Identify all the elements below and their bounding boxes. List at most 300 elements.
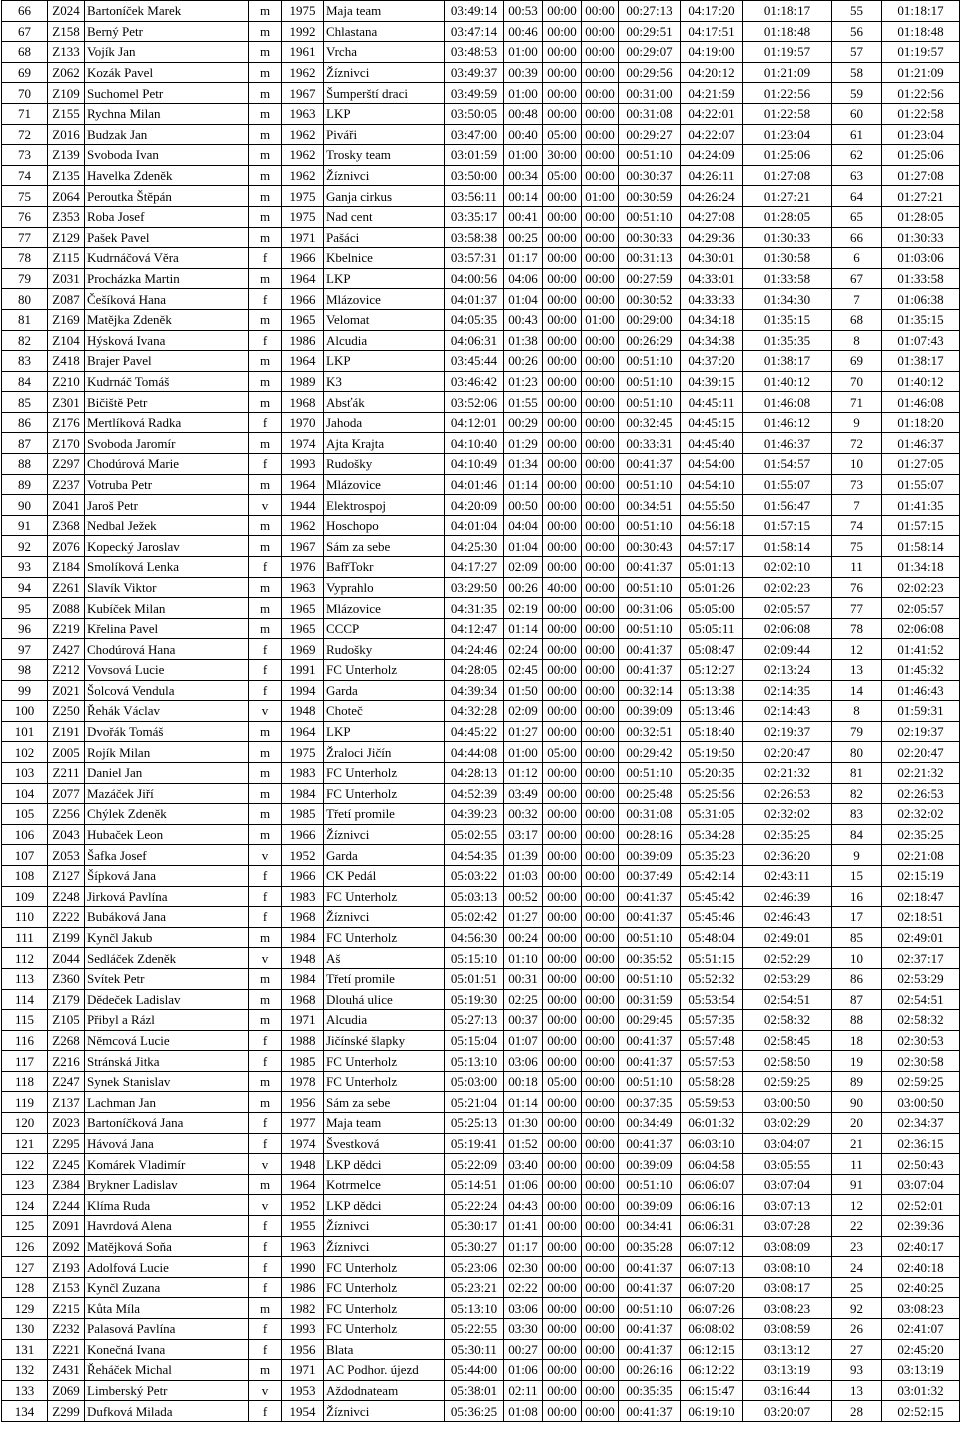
cell-penalty-1: 00:00 bbox=[543, 845, 582, 866]
cell-total-time: 06:06:31 bbox=[681, 1216, 743, 1237]
cell-category: v bbox=[249, 495, 282, 516]
cell-penalty-2: 00:00 bbox=[582, 392, 619, 413]
cell-category-gap: 02:50:43 bbox=[882, 1154, 960, 1175]
cell-gap: 01:46:12 bbox=[743, 412, 832, 433]
cell-penalty-1: 00:00 bbox=[543, 1174, 582, 1195]
cell-time-3: 00:41:37 bbox=[619, 1339, 681, 1360]
cell-time-3: 00:31:13 bbox=[619, 248, 681, 269]
cell-gap: 01:30:33 bbox=[743, 227, 832, 248]
cell-penalty-2: 00:00 bbox=[582, 1380, 619, 1401]
cell-start-number: Z199 bbox=[48, 927, 85, 948]
cell-category-rank: 9 bbox=[832, 412, 882, 433]
cell-category-gap: 01:25:06 bbox=[882, 145, 960, 166]
table-row bbox=[2, 824, 960, 845]
table-row bbox=[2, 721, 960, 742]
cell-penalty-1: 00:00 bbox=[543, 454, 582, 475]
cell-category-rank: 72 bbox=[832, 433, 882, 454]
table-row bbox=[2, 371, 960, 392]
cell-rank: 79 bbox=[2, 268, 48, 289]
cell-team: Třetí promile bbox=[324, 804, 445, 825]
cell-category-gap: 01:23:04 bbox=[882, 124, 960, 145]
cell-gap: 01:18:48 bbox=[743, 21, 832, 42]
cell-time-2: 02:11 bbox=[504, 1380, 543, 1401]
table-row bbox=[2, 1319, 960, 1340]
table-row bbox=[2, 186, 960, 207]
table-row bbox=[2, 948, 960, 969]
cell-penalty-1: 00:00 bbox=[543, 1257, 582, 1278]
cell-team: K3 bbox=[324, 371, 445, 392]
cell-time-1: 04:39:23 bbox=[445, 804, 504, 825]
cell-time-3: 00:30:52 bbox=[619, 289, 681, 310]
cell-category-gap: 02:39:36 bbox=[882, 1216, 960, 1237]
table-row bbox=[2, 1071, 960, 1092]
cell-category: m bbox=[249, 1, 282, 22]
cell-name: Havelka Zdeněk bbox=[85, 165, 249, 186]
cell-total-time: 04:45:15 bbox=[681, 412, 743, 433]
table-row bbox=[2, 227, 960, 248]
cell-category: m bbox=[249, 762, 282, 783]
cell-category: m bbox=[249, 186, 282, 207]
cell-category-gap: 01:41:52 bbox=[882, 639, 960, 660]
cell-time-3: 00:51:10 bbox=[619, 927, 681, 948]
cell-total-time: 05:25:56 bbox=[681, 783, 743, 804]
cell-category: f bbox=[249, 1257, 282, 1278]
cell-team: Alcudia bbox=[324, 1010, 445, 1031]
cell-time-2: 00:43 bbox=[504, 309, 543, 330]
cell-gap: 01:35:35 bbox=[743, 330, 832, 351]
cell-start-number: Z053 bbox=[48, 845, 85, 866]
cell-team: Trosky team bbox=[324, 145, 445, 166]
cell-total-time: 05:19:50 bbox=[681, 742, 743, 763]
cell-birth-year: 1948 bbox=[282, 948, 324, 969]
cell-penalty-2: 00:00 bbox=[582, 515, 619, 536]
cell-category-rank: 85 bbox=[832, 927, 882, 948]
cell-category-gap: 02:35:25 bbox=[882, 824, 960, 845]
cell-time-2: 02:09 bbox=[504, 557, 543, 578]
cell-time-1: 03:46:42 bbox=[445, 371, 504, 392]
cell-start-number: Z139 bbox=[48, 145, 85, 166]
cell-category-gap: 01:07:43 bbox=[882, 330, 960, 351]
cell-time-1: 04:54:35 bbox=[445, 845, 504, 866]
cell-time-3: 00:32:51 bbox=[619, 721, 681, 742]
cell-birth-year: 1975 bbox=[282, 742, 324, 763]
cell-penalty-1: 00:00 bbox=[543, 1, 582, 22]
cell-total-time: 04:26:24 bbox=[681, 186, 743, 207]
cell-time-3: 00:29:56 bbox=[619, 62, 681, 83]
cell-category-rank: 16 bbox=[832, 886, 882, 907]
cell-penalty-2: 00:00 bbox=[582, 248, 619, 269]
cell-gap: 02:58:45 bbox=[743, 1030, 832, 1051]
cell-time-2: 01:03 bbox=[504, 865, 543, 886]
cell-total-time: 05:05:00 bbox=[681, 598, 743, 619]
cell-penalty-2: 00:00 bbox=[582, 351, 619, 372]
cell-birth-year: 1952 bbox=[282, 845, 324, 866]
cell-rank: 76 bbox=[2, 206, 48, 227]
cell-category: m bbox=[249, 618, 282, 639]
cell-birth-year: 1983 bbox=[282, 762, 324, 783]
cell-name: Jirková Pavlína bbox=[85, 886, 249, 907]
cell-time-2: 00:31 bbox=[504, 968, 543, 989]
cell-time-2: 03:40 bbox=[504, 1154, 543, 1175]
cell-rank: 117 bbox=[2, 1051, 48, 1072]
cell-rank: 131 bbox=[2, 1339, 48, 1360]
cell-category: m bbox=[249, 721, 282, 742]
cell-start-number: Z109 bbox=[48, 83, 85, 104]
cell-birth-year: 1963 bbox=[282, 577, 324, 598]
cell-category-rank: 12 bbox=[832, 639, 882, 660]
cell-rank: 112 bbox=[2, 948, 48, 969]
cell-rank: 98 bbox=[2, 660, 48, 681]
cell-time-2: 00:53 bbox=[504, 1, 543, 22]
cell-penalty-2: 00:00 bbox=[582, 701, 619, 722]
cell-time-3: 00:29:45 bbox=[619, 1010, 681, 1031]
table-row bbox=[2, 742, 960, 763]
cell-rank: 78 bbox=[2, 248, 48, 269]
cell-time-1: 05:15:10 bbox=[445, 948, 504, 969]
cell-gap: 01:33:58 bbox=[743, 268, 832, 289]
cell-name: Rychna Milan bbox=[85, 103, 249, 124]
cell-time-2: 02:45 bbox=[504, 660, 543, 681]
cell-category-rank: 86 bbox=[832, 968, 882, 989]
cell-rank: 86 bbox=[2, 412, 48, 433]
cell-time-2: 00:40 bbox=[504, 124, 543, 145]
cell-team: LKP bbox=[324, 268, 445, 289]
table-row bbox=[2, 660, 960, 681]
cell-time-1: 05:44:00 bbox=[445, 1360, 504, 1381]
cell-penalty-1: 00:00 bbox=[543, 824, 582, 845]
cell-time-3: 00:41:37 bbox=[619, 1133, 681, 1154]
cell-time-1: 04:06:31 bbox=[445, 330, 504, 351]
cell-time-1: 04:24:46 bbox=[445, 639, 504, 660]
cell-start-number: Z244 bbox=[48, 1195, 85, 1216]
cell-category-gap: 01:46:43 bbox=[882, 680, 960, 701]
cell-category: m bbox=[249, 1071, 282, 1092]
cell-birth-year: 1989 bbox=[282, 371, 324, 392]
cell-time-2: 01:41 bbox=[504, 1216, 543, 1237]
cell-gap: 02:02:23 bbox=[743, 577, 832, 598]
cell-start-number: Z044 bbox=[48, 948, 85, 969]
cell-name: Šolcová Vendula bbox=[85, 680, 249, 701]
cell-time-2: 00:14 bbox=[504, 186, 543, 207]
cell-category-gap: 02:34:37 bbox=[882, 1113, 960, 1134]
cell-rank: 111 bbox=[2, 927, 48, 948]
cell-time-3: 00:34:49 bbox=[619, 1113, 681, 1134]
cell-time-3: 00:35:52 bbox=[619, 948, 681, 969]
cell-birth-year: 1982 bbox=[282, 1298, 324, 1319]
cell-penalty-2: 00:00 bbox=[582, 824, 619, 845]
cell-category-rank: 80 bbox=[832, 742, 882, 763]
cell-category-rank: 58 bbox=[832, 62, 882, 83]
cell-birth-year: 1948 bbox=[282, 701, 324, 722]
cell-category-rank: 78 bbox=[832, 618, 882, 639]
cell-start-number: Z135 bbox=[48, 165, 85, 186]
cell-time-1: 05:19:41 bbox=[445, 1133, 504, 1154]
cell-team: Aš bbox=[324, 948, 445, 969]
table-row bbox=[2, 989, 960, 1010]
cell-category: m bbox=[249, 83, 282, 104]
cell-penalty-2: 00:00 bbox=[582, 42, 619, 63]
cell-category-rank: 8 bbox=[832, 330, 882, 351]
cell-penalty-1: 00:00 bbox=[543, 1380, 582, 1401]
table-row bbox=[2, 1051, 960, 1072]
cell-birth-year: 1984 bbox=[282, 968, 324, 989]
cell-category-rank: 56 bbox=[832, 21, 882, 42]
table-row bbox=[2, 392, 960, 413]
cell-total-time: 04:26:11 bbox=[681, 165, 743, 186]
cell-penalty-1: 00:00 bbox=[543, 42, 582, 63]
cell-penalty-1: 00:00 bbox=[543, 1277, 582, 1298]
cell-start-number: Z295 bbox=[48, 1133, 85, 1154]
cell-start-number: Z248 bbox=[48, 886, 85, 907]
table-row bbox=[2, 701, 960, 722]
cell-penalty-1: 00:00 bbox=[543, 1133, 582, 1154]
cell-gap: 02:52:29 bbox=[743, 948, 832, 969]
cell-gap: 01:28:05 bbox=[743, 206, 832, 227]
cell-total-time: 05:57:35 bbox=[681, 1010, 743, 1031]
cell-time-3: 00:27:13 bbox=[619, 1, 681, 22]
cell-time-1: 03:57:31 bbox=[445, 248, 504, 269]
cell-category-rank: 10 bbox=[832, 454, 882, 475]
results-table bbox=[1, 0, 960, 1422]
cell-penalty-1: 00:00 bbox=[543, 1154, 582, 1175]
cell-team: Sám za sebe bbox=[324, 536, 445, 557]
cell-name: Komárek Vladimír bbox=[85, 1154, 249, 1175]
cell-category: m bbox=[249, 21, 282, 42]
cell-category-gap: 01:34:18 bbox=[882, 557, 960, 578]
cell-penalty-1: 00:00 bbox=[543, 1236, 582, 1257]
cell-total-time: 04:45:40 bbox=[681, 433, 743, 454]
cell-gap: 02:06:08 bbox=[743, 618, 832, 639]
cell-category: v bbox=[249, 1195, 282, 1216]
cell-category: f bbox=[249, 1216, 282, 1237]
cell-team: Třetí promile bbox=[324, 968, 445, 989]
cell-rank: 126 bbox=[2, 1236, 48, 1257]
cell-name: Kopecký Jaroslav bbox=[85, 536, 249, 557]
cell-gap: 02:32:02 bbox=[743, 804, 832, 825]
cell-category-gap: 01:18:17 bbox=[882, 1, 960, 22]
cell-birth-year: 1990 bbox=[282, 1257, 324, 1278]
cell-name: Matějka Zdeněk bbox=[85, 309, 249, 330]
cell-penalty-2: 00:00 bbox=[582, 948, 619, 969]
cell-category: m bbox=[249, 392, 282, 413]
cell-gap: 02:09:44 bbox=[743, 639, 832, 660]
cell-category-gap: 02:30:58 bbox=[882, 1051, 960, 1072]
cell-category-gap: 02:53:29 bbox=[882, 968, 960, 989]
cell-time-3: 00:39:09 bbox=[619, 845, 681, 866]
cell-team: LKP bbox=[324, 103, 445, 124]
cell-time-3: 00:41:37 bbox=[619, 454, 681, 475]
cell-rank: 84 bbox=[2, 371, 48, 392]
cell-total-time: 06:15:47 bbox=[681, 1380, 743, 1401]
cell-category: f bbox=[249, 1030, 282, 1051]
cell-rank: 95 bbox=[2, 598, 48, 619]
cell-category: f bbox=[249, 660, 282, 681]
cell-total-time: 06:07:20 bbox=[681, 1277, 743, 1298]
cell-total-time: 05:59:53 bbox=[681, 1092, 743, 1113]
cell-team: Kbelnice bbox=[324, 248, 445, 269]
cell-name: Dufková Milada bbox=[85, 1401, 249, 1422]
cell-start-number: Z247 bbox=[48, 1071, 85, 1092]
cell-time-2: 01:00 bbox=[504, 742, 543, 763]
cell-penalty-1: 00:00 bbox=[543, 1339, 582, 1360]
cell-rank: 97 bbox=[2, 639, 48, 660]
cell-time-3: 00:41:37 bbox=[619, 1401, 681, 1422]
cell-category-rank: 74 bbox=[832, 515, 882, 536]
cell-category: f bbox=[249, 1133, 282, 1154]
cell-total-time: 04:39:15 bbox=[681, 371, 743, 392]
cell-team: FC Unterholz bbox=[324, 927, 445, 948]
cell-category: m bbox=[249, 474, 282, 495]
cell-penalty-2: 00:00 bbox=[582, 680, 619, 701]
cell-gap: 03:07:28 bbox=[743, 1216, 832, 1237]
table-row bbox=[2, 495, 960, 516]
cell-time-1: 04:10:49 bbox=[445, 454, 504, 475]
cell-time-1: 04:05:35 bbox=[445, 309, 504, 330]
cell-penalty-2: 00:00 bbox=[582, 1113, 619, 1134]
cell-category-gap: 01:41:35 bbox=[882, 495, 960, 516]
cell-total-time: 04:33:01 bbox=[681, 268, 743, 289]
cell-category: m bbox=[249, 351, 282, 372]
cell-time-3: 00:25:48 bbox=[619, 783, 681, 804]
cell-penalty-1: 00:00 bbox=[543, 474, 582, 495]
table-row bbox=[2, 206, 960, 227]
cell-time-2: 00:26 bbox=[504, 351, 543, 372]
table-row bbox=[2, 1010, 960, 1031]
cell-birth-year: 1975 bbox=[282, 186, 324, 207]
cell-name: Chodúrová Marie bbox=[85, 454, 249, 475]
cell-penalty-1: 00:00 bbox=[543, 927, 582, 948]
cell-total-time: 04:30:01 bbox=[681, 248, 743, 269]
cell-category-rank: 61 bbox=[832, 124, 882, 145]
cell-birth-year: 1976 bbox=[282, 557, 324, 578]
cell-penalty-2: 00:00 bbox=[582, 660, 619, 681]
cell-total-time: 05:53:54 bbox=[681, 989, 743, 1010]
cell-gap: 03:13:19 bbox=[743, 1360, 832, 1381]
cell-total-time: 06:07:12 bbox=[681, 1236, 743, 1257]
cell-gap: 01:40:12 bbox=[743, 371, 832, 392]
cell-gap: 03:08:09 bbox=[743, 1236, 832, 1257]
cell-team: Nad cent bbox=[324, 206, 445, 227]
cell-time-3: 00:51:10 bbox=[619, 351, 681, 372]
cell-category-rank: 11 bbox=[832, 557, 882, 578]
cell-category-gap: 01:21:09 bbox=[882, 62, 960, 83]
table-row bbox=[2, 1030, 960, 1051]
cell-category: m bbox=[249, 165, 282, 186]
table-row bbox=[2, 1216, 960, 1237]
cell-birth-year: 1969 bbox=[282, 639, 324, 660]
cell-penalty-2: 00:00 bbox=[582, 1174, 619, 1195]
table-row bbox=[2, 515, 960, 536]
cell-birth-year: 1964 bbox=[282, 1174, 324, 1195]
cell-category-rank: 10 bbox=[832, 948, 882, 969]
cell-time-3: 00:30:59 bbox=[619, 186, 681, 207]
cell-category-gap: 01:06:38 bbox=[882, 289, 960, 310]
cell-time-1: 05:30:27 bbox=[445, 1236, 504, 1257]
cell-gap: 02:21:32 bbox=[743, 762, 832, 783]
cell-penalty-2: 00:00 bbox=[582, 1236, 619, 1257]
cell-birth-year: 1953 bbox=[282, 1380, 324, 1401]
cell-gap: 02:36:20 bbox=[743, 845, 832, 866]
cell-team: Choteč bbox=[324, 701, 445, 722]
cell-penalty-2: 00:00 bbox=[582, 1030, 619, 1051]
cell-rank: 104 bbox=[2, 783, 48, 804]
table-row bbox=[2, 1195, 960, 1216]
cell-gap: 01:25:06 bbox=[743, 145, 832, 166]
cell-time-1: 05:27:13 bbox=[445, 1010, 504, 1031]
cell-name: Bubáková Jana bbox=[85, 907, 249, 928]
cell-name: Nedbal Ježek bbox=[85, 515, 249, 536]
cell-category-rank: 26 bbox=[832, 1319, 882, 1340]
cell-category-gap: 02:59:25 bbox=[882, 1071, 960, 1092]
cell-rank: 133 bbox=[2, 1380, 48, 1401]
cell-team: FC Unterholz bbox=[324, 1277, 445, 1298]
cell-category-rank: 65 bbox=[832, 206, 882, 227]
cell-penalty-1: 00:00 bbox=[543, 989, 582, 1010]
cell-time-3: 00:31:06 bbox=[619, 598, 681, 619]
cell-category-gap: 03:08:23 bbox=[882, 1298, 960, 1319]
cell-team: Maja team bbox=[324, 1113, 445, 1134]
cell-team: Blata bbox=[324, 1339, 445, 1360]
cell-category-rank: 11 bbox=[832, 1154, 882, 1175]
cell-penalty-1: 00:00 bbox=[543, 680, 582, 701]
cell-category: f bbox=[249, 412, 282, 433]
cell-time-2: 01:30 bbox=[504, 1113, 543, 1134]
cell-time-2: 00:41 bbox=[504, 206, 543, 227]
cell-time-1: 03:47:14 bbox=[445, 21, 504, 42]
cell-category-gap: 03:13:19 bbox=[882, 1360, 960, 1381]
cell-start-number: Z216 bbox=[48, 1051, 85, 1072]
cell-penalty-1: 00:00 bbox=[543, 392, 582, 413]
cell-total-time: 04:17:51 bbox=[681, 21, 743, 42]
cell-start-number: Z024 bbox=[48, 1, 85, 22]
cell-name: Kůta Míla bbox=[85, 1298, 249, 1319]
cell-category-gap: 01:22:58 bbox=[882, 103, 960, 124]
cell-time-3: 00:39:09 bbox=[619, 701, 681, 722]
cell-gap: 02:43:11 bbox=[743, 865, 832, 886]
cell-time-1: 03:45:44 bbox=[445, 351, 504, 372]
cell-total-time: 05:01:13 bbox=[681, 557, 743, 578]
cell-rank: 69 bbox=[2, 62, 48, 83]
cell-name: Bartoníček Marek bbox=[85, 1, 249, 22]
cell-total-time: 06:12:22 bbox=[681, 1360, 743, 1381]
cell-gap: 01:35:15 bbox=[743, 309, 832, 330]
cell-category-gap: 02:37:17 bbox=[882, 948, 960, 969]
cell-team: Aždodnateam bbox=[324, 1380, 445, 1401]
cell-birth-year: 1992 bbox=[282, 21, 324, 42]
cell-category-gap: 01:46:37 bbox=[882, 433, 960, 454]
cell-category-rank: 75 bbox=[832, 536, 882, 557]
cell-time-2: 00:37 bbox=[504, 1010, 543, 1031]
cell-penalty-1: 00:00 bbox=[543, 886, 582, 907]
cell-total-time: 05:42:14 bbox=[681, 865, 743, 886]
cell-penalty-1: 00:00 bbox=[543, 701, 582, 722]
cell-time-1: 05:14:51 bbox=[445, 1174, 504, 1195]
table-row bbox=[2, 1298, 960, 1319]
cell-time-1: 05:23:21 bbox=[445, 1277, 504, 1298]
cell-team: FC Unterholz bbox=[324, 886, 445, 907]
cell-team: Vyprahlo bbox=[324, 577, 445, 598]
cell-time-2: 01:23 bbox=[504, 371, 543, 392]
cell-category: f bbox=[249, 907, 282, 928]
cell-start-number: Z191 bbox=[48, 721, 85, 742]
cell-rank: 106 bbox=[2, 824, 48, 845]
table-row bbox=[2, 454, 960, 475]
cell-penalty-1: 00:00 bbox=[543, 495, 582, 516]
cell-category-gap: 01:35:15 bbox=[882, 309, 960, 330]
cell-name: Dědeček Ladislav bbox=[85, 989, 249, 1010]
cell-category-rank: 8 bbox=[832, 701, 882, 722]
cell-rank: 70 bbox=[2, 83, 48, 104]
